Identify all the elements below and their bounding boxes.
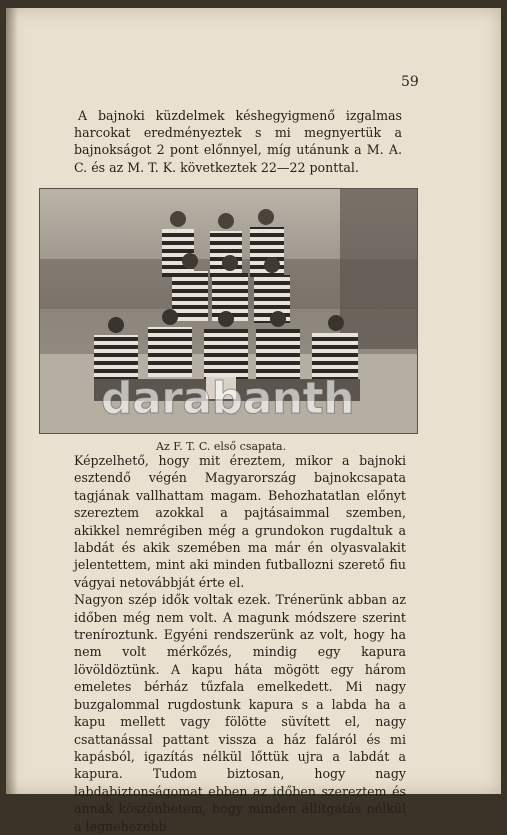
body-paragraph: Képzelhető, hogy mit éreztem, mikor a bajnoki esztendő végén Magyarország bajnokcsapata tagjának vallhattam magam. Behozhatatlan előnyt szereztem azokkal a pajtásaimmal szemben, akikkel nemrégiben még a grundokon rugdaltuk a labdát és akik szemében ma már én olyasvalakit jelentettem, mint aki minden futballozni szerető fiu vágyai netovábbját érte el. <box>74 453 406 590</box>
intro-paragraph: A bajnoki küzdelmek késhegyigmenő izgalmas harcokat eredményeztek s mi megnyertük a bajnokságot 2 pont előnnyel, míg utánunk a M. A. C. és az M. T. K. következtek 22—22 ponttal. <box>74 108 402 175</box>
watermark: darabanth <box>101 373 354 424</box>
book-page <box>6 8 501 834</box>
page-number: 59 <box>401 74 419 90</box>
photo-caption: Az F. T. C. első csapata. <box>156 440 287 453</box>
body-text <box>74 449 406 835</box>
binding-shadow <box>6 8 18 794</box>
body-paragraph: Nagyon szép idők voltak ezek. Trénerünk abban az időben még nem volt. A magunk módszere szerint treníroztunk. Egyéni rendszerünk az volt, hogy ha nem volt mérkőzés, mindig egy kapura lövöldöztünk. A kapu háta mögött egy három emeletes bérház tűzfala emelkedett. Mi nagy buzgalommal rugdostunk kapura s a labda ha a kapu mellett vagy fölötte süvített el, nagy csattanással pattant vissza a ház faláról és mi kapásból, igazítás nélkül lőttük ujra a labdát a kapura. Tudom biztosan, hogy nagy labdabiztonságomat ebben az időben szereztem és annak köszönhetem, hogy minden állítgatás nélkül a legnehezebb <box>74 592 406 834</box>
